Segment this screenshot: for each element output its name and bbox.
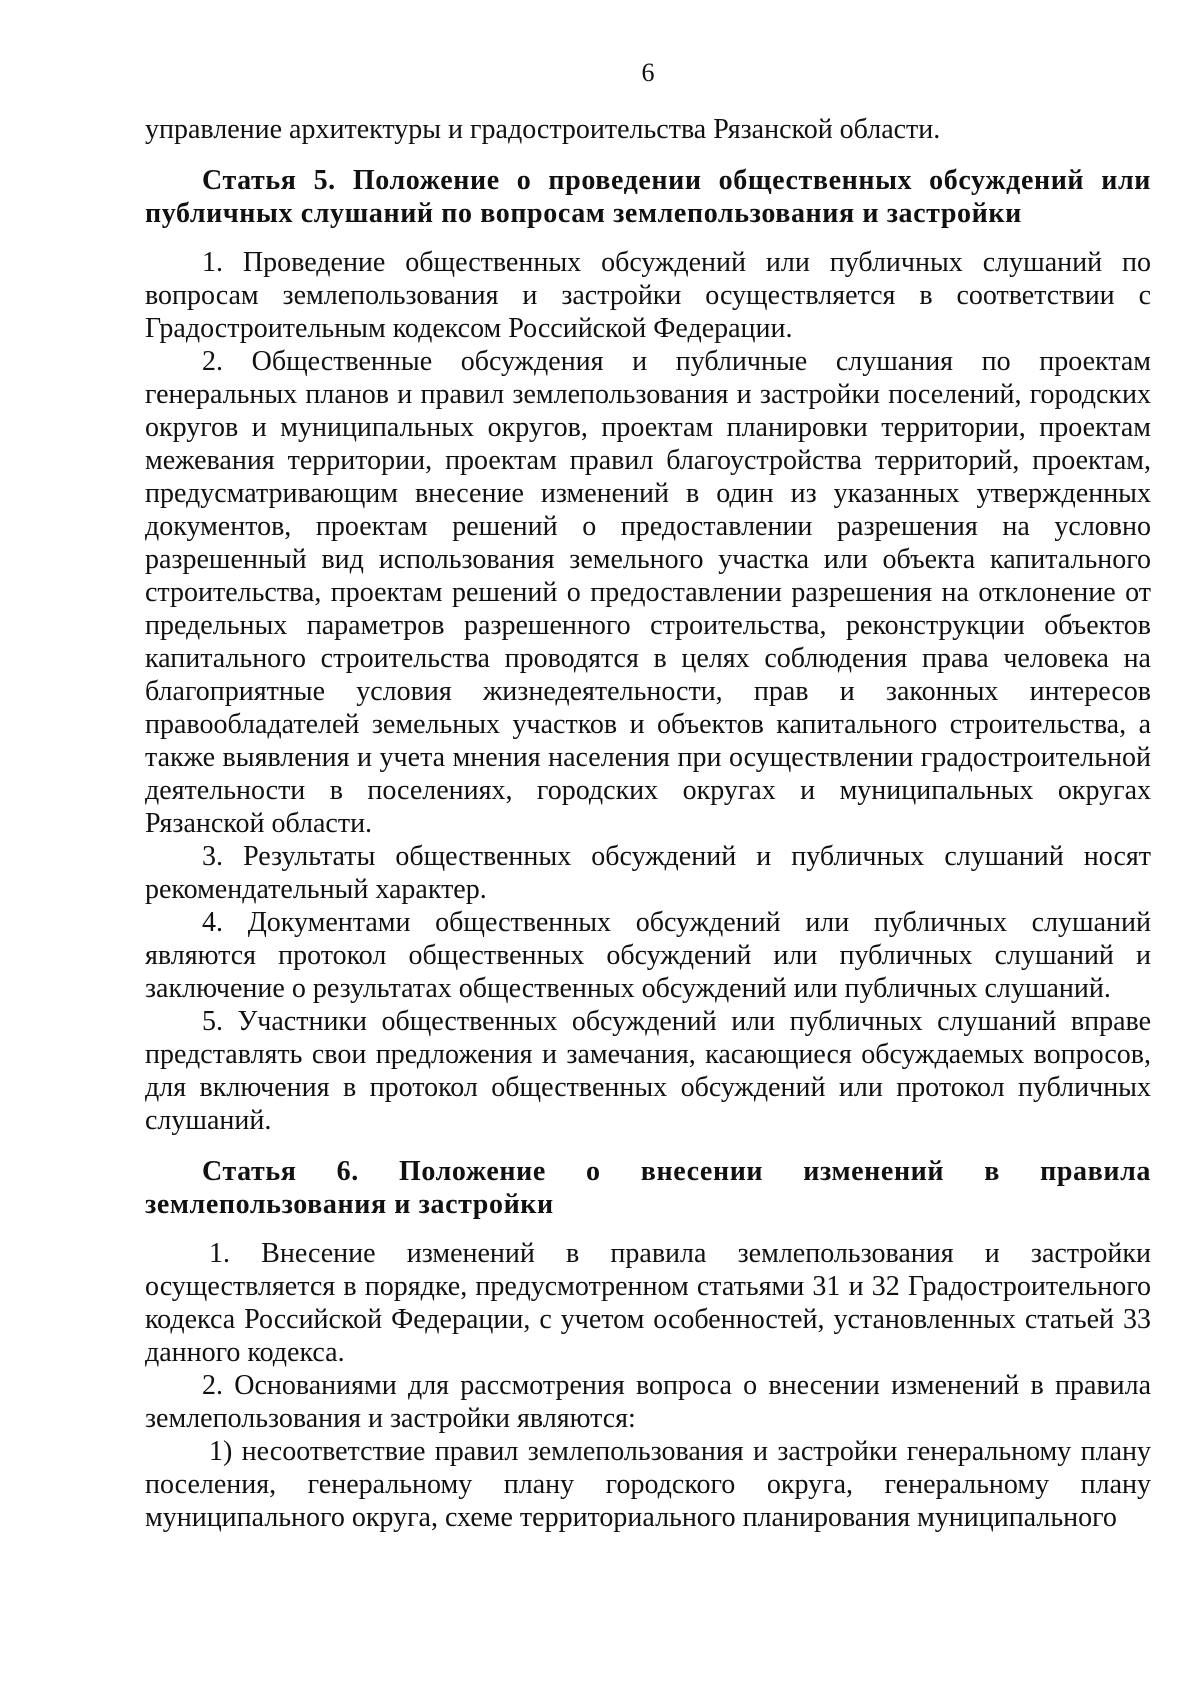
intro-line: управление архитектуры и градостроительства Рязанской области.: [145, 114, 941, 145]
article-5-paragraph-2: 2. Общественные обсуждения и публичные слушания по проектам генеральных планов и правил землепользования и застройки поселений, городских округов и муниципальных округов, проектам планировки территории, проектам межевания территории, проектам правил благоустройства территорий, проектам, предусматривающим внесение изменений в один из указанных утвержденных документов, проектам решений о предоставлении разрешения на условно разрешенный вид использования земельного участка или объекта капитального строительства, проектам решений о предоставлении разрешения на отклонение от предельных параметров разрешенного строительства, реконструкции объектов капитального строительства проводятся в целях соблюдения права человека на благоприятные условия жизнедеятельности, прав и законных интересов правообладателей земельных участков и объектов капитального строительства, а также выявления и учета мнения населения при осуществлении градостроительной деятельности в поселениях, городских округах и муниципальных округах Рязанской области.: [145, 346, 1151, 839]
article-6: [145, 1155, 1151, 1534]
page-number: 6: [641, 58, 655, 87]
article-5-paragraph-5: 5. Участники общественных обсуждений или публичных слушаний вправе представлять свои предложения и замечания, касающиеся обсуждаемых вопросов, для включения в протокол общественных обсуждений или протокол публичных слушаний.: [145, 1006, 1151, 1136]
article-5-paragraph-3: 3. Результаты общественных обсуждений и публичных слушаний носят рекомендательный характер.: [145, 841, 1151, 905]
document-body: [145, 113, 1151, 1534]
article-5-heading: Статья 5. Положение о проведении общественных обсуждений или публичных слушаний по вопросам землепользования и застройки: [145, 165, 1151, 229]
article-5: [145, 164, 1151, 1137]
article-6-heading: Статья 6. Положение о внесении изменений в правила землепользования и застройки: [145, 1156, 1151, 1220]
article-6-paragraph-1: 1. Внесение изменений в правила землепользования и застройки осуществляется в порядке, предусмотренном статьями 31 и 32 Градостроительного кодекса Российской Федерации, с учетом особенностей, установленных статьей 33 данного кодекса.: [145, 1238, 1151, 1368]
article-6-paragraph-2: 2. Основаниями для рассмотрения вопроса о внесении изменений в правила землепользования и застройки являются:: [145, 1370, 1151, 1434]
article-5-paragraph-4: 4. Документами общественных обсуждений или публичных слушаний являются протокол общественных обсуждений или публичных слушаний и заключение о результатах общественных обсуждений или публичных слушаний.: [145, 907, 1151, 1004]
article-5-paragraph-1: 1. Проведение общественных обсуждений или публичных слушаний по вопросам землепользования и застройки осуществляется в соответствии с Градостроительным кодексом Российской Федерации.: [145, 247, 1151, 344]
article-6-paragraph-3: 1) несоответствие правил землепользования и застройки генеральному плану поселения, генеральному плану городского округа, генеральному плану муниципального округа, схеме территориального планирования муниципального: [145, 1436, 1151, 1533]
